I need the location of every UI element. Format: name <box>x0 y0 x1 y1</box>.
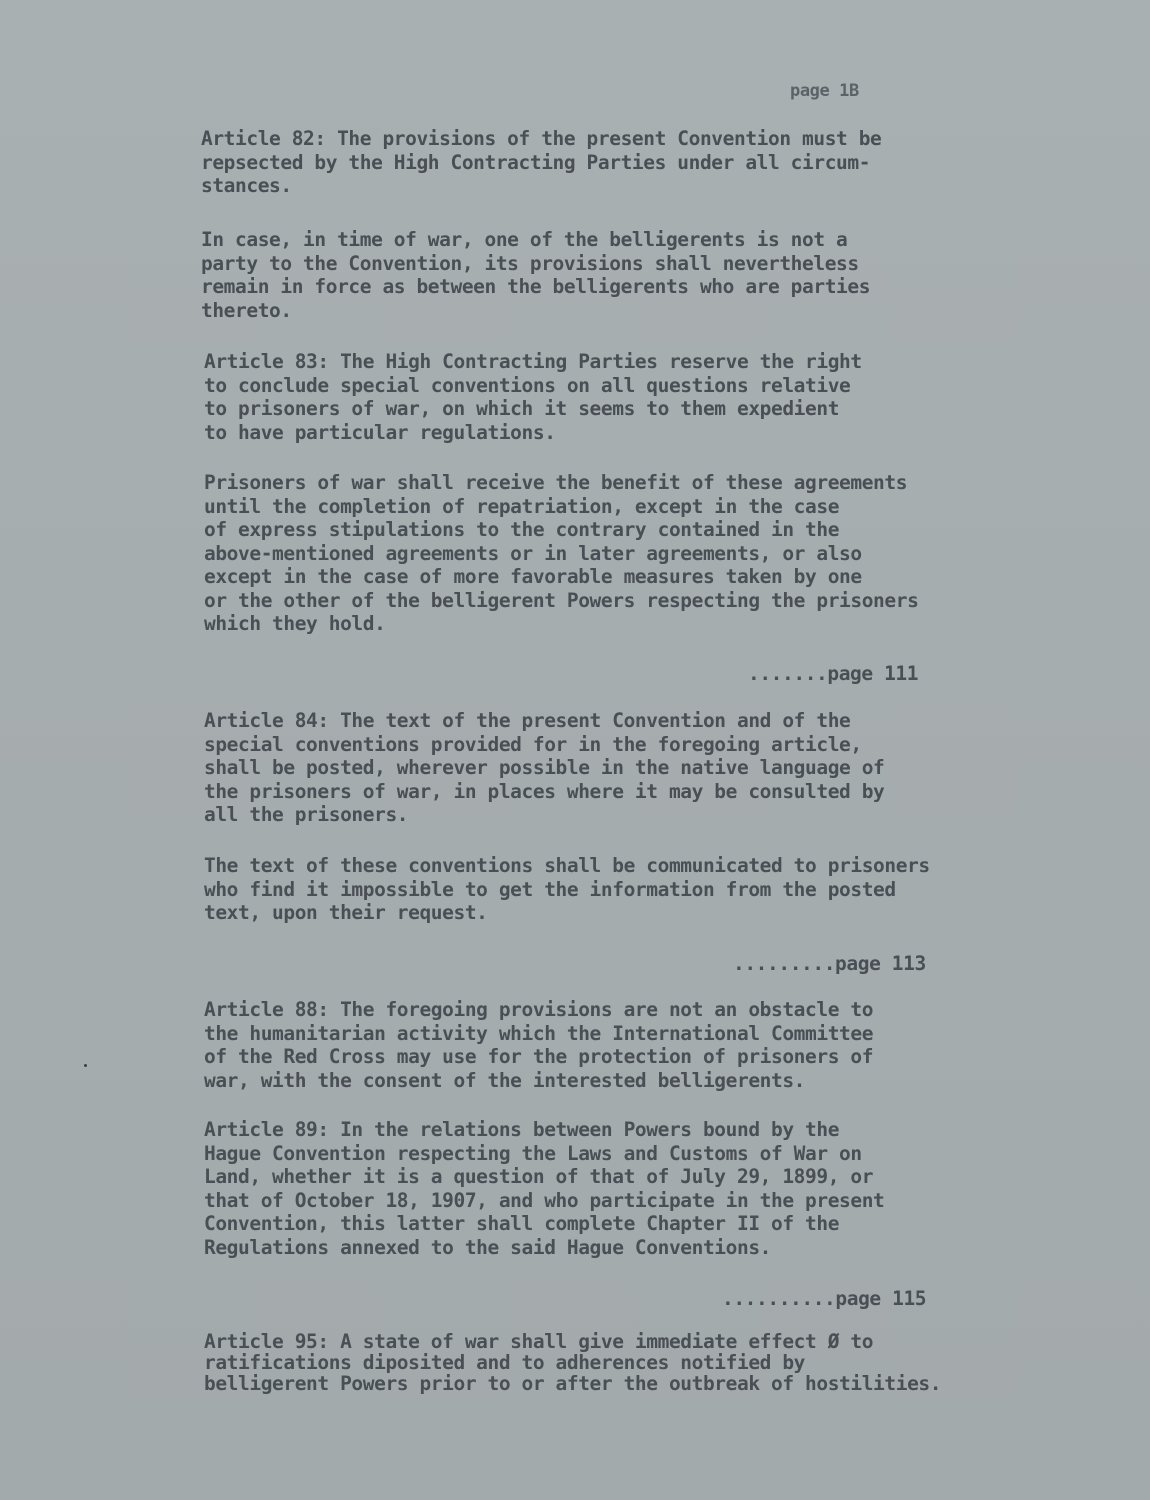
text-line: to have particular regulations. <box>204 420 556 444</box>
text-line: In case, in time of war, one of the belligerents is not a <box>201 228 848 251</box>
page-header: page 1B <box>790 81 859 101</box>
text-line: except in the case of more favorable measures taken by one <box>204 565 862 588</box>
text-line: Article 84: The text of the present Convention and of the <box>204 709 851 732</box>
text-line: shall be posted, wherever possible in the native language of <box>204 756 885 779</box>
text-line: until the completion of repatriation, except in the case <box>204 494 840 518</box>
text-line: Hague Convention respecting the Laws and Customs of War on <box>204 1141 862 1165</box>
text-line: Article 88: The foregoing provisions are not an obstacle to <box>204 998 874 1021</box>
text-line: ratifications diposited and to adherences notified by <box>204 1351 806 1374</box>
text-line: thereto. <box>201 298 292 322</box>
page-marker-111: .......page 111 <box>748 662 919 685</box>
ink-speck <box>84 1064 87 1067</box>
article-88-paragraph <box>204 998 873 1092</box>
article-95-paragraph <box>204 1331 941 1394</box>
text-line: Article 83: The High Contracting Parties reserve the right <box>204 350 862 373</box>
text-line: party to the Convention, its provisions shall nevertheless <box>201 251 859 275</box>
page-marker-115: ..........page 115 <box>722 1287 927 1310</box>
text-line: Convention, this latter shall complete Chapter II of the <box>204 1212 840 1235</box>
text-line: of express stipulations to the contrary contained in the <box>204 518 840 541</box>
text-line: text, upon their request. <box>204 901 488 924</box>
text-line: Regulations annexed to the said Hague Conventions. <box>204 1235 771 1259</box>
text-line: Prisoners of war shall receive the benefit of these agreements <box>204 471 908 494</box>
text-line: special conventions provided for in the foregoing article, <box>204 732 862 756</box>
page-marker-113: .........page 113 <box>733 952 926 975</box>
text-line: war, with the consent of the interested belligerents. <box>204 1068 806 1092</box>
text-line: that of October 18, 1907, and who participate in the present <box>204 1188 885 1212</box>
text-line: remain in force as between the belligerents who are parties <box>201 275 871 298</box>
text-line: who find it impossible to get the information from the posted <box>204 877 896 901</box>
article-83-second-paragraph <box>204 471 918 636</box>
text-line: of the Red Cross may use for the protection of prisoners of <box>204 1045 874 1068</box>
text-line: The text of these conventions shall be communicated to prisoners <box>204 854 930 877</box>
text-line: Article 89: In the relations between Powers bound by the <box>204 1118 840 1141</box>
article-89-paragraph <box>204 1118 884 1259</box>
article-84-paragraph <box>204 709 884 827</box>
article-83-paragraph <box>204 350 862 444</box>
text-line: the prisoners of war, in places where it may be consulted by <box>204 779 885 803</box>
text-line: Land, whether it is a question of that of July 29, 1899, or <box>204 1165 874 1188</box>
text-line: which they hold. <box>204 612 386 635</box>
text-line: or the other of the belligerent Powers respecting the prisoners <box>204 588 919 612</box>
text-line: Article 95: A state of war shall give immediate effect Ø to <box>204 1330 874 1353</box>
text-line: above-mentioned agreements or in later agreements, or also <box>204 541 862 565</box>
text-line: stances. <box>201 174 292 197</box>
article-82-paragraph <box>201 127 881 198</box>
text-line: Article 82: The provisions of the present Convention must be <box>201 127 882 150</box>
text-line: to conclude special conventions on all questions relative <box>204 373 851 397</box>
text-line: the humanitarian activity which the International Committee <box>204 1021 874 1045</box>
article-82-second-paragraph <box>201 228 870 322</box>
article-84-second-paragraph <box>204 854 930 925</box>
text-line: to prisoners of war, on which it seems to them expedient <box>204 397 840 420</box>
text-line: repsected by the High Contracting Parties under all circum- <box>201 150 871 174</box>
text-line: belligerent Powers prior to or after the outbreak of hostilities. <box>204 1372 942 1395</box>
text-line: all the prisoners. <box>204 803 409 826</box>
